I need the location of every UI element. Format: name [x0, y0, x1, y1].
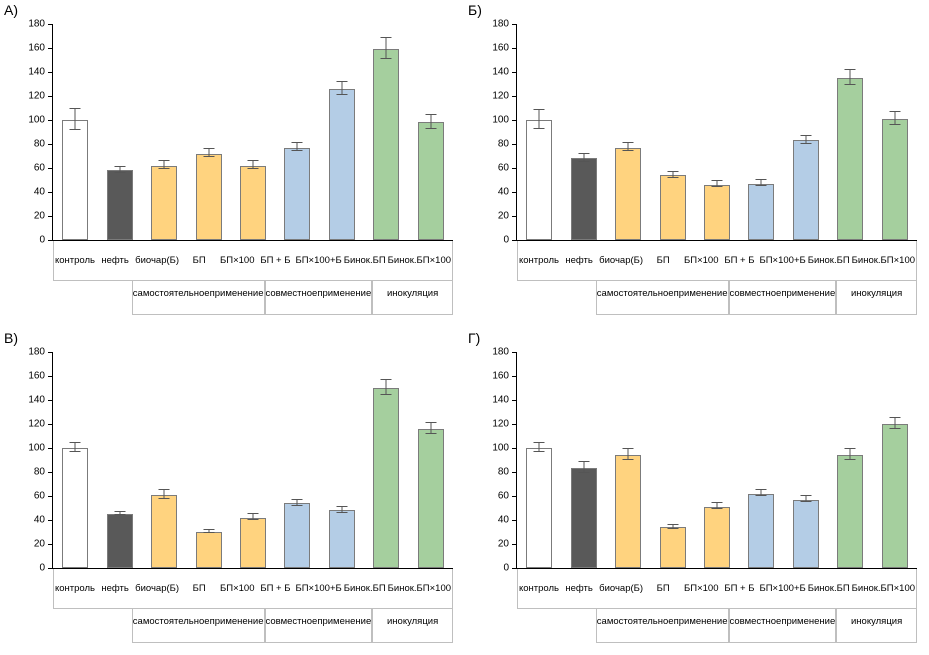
y-tick-label: 80: [497, 466, 509, 478]
bar-slot: [561, 352, 605, 568]
error-bar: [583, 153, 584, 163]
error-bar: [539, 442, 540, 452]
y-tick-label: 120: [28, 90, 45, 102]
error-bar: [252, 160, 253, 170]
error-bar: [119, 166, 120, 173]
bar: [793, 140, 819, 240]
y-tick-label: 180: [492, 346, 509, 358]
y-tick-label: 100: [28, 114, 45, 126]
error-bar: [672, 171, 673, 178]
panel-label: Б): [468, 2, 482, 18]
bar-slot: [517, 352, 561, 568]
y-axis-ticks: [18, 346, 48, 582]
bar-slot: [364, 24, 408, 240]
category-label: БП + Б: [724, 583, 755, 594]
category-label: нефть: [565, 255, 593, 266]
bar: [329, 89, 355, 240]
bar-slot: [739, 24, 783, 240]
error-bar: [761, 179, 762, 186]
y-tick-label: 80: [33, 466, 45, 478]
category-label: Бинок. БП: [807, 255, 850, 266]
bar: [62, 120, 88, 240]
bar-slot: [320, 352, 364, 568]
error-bar: [805, 135, 806, 145]
bar-series: [517, 24, 917, 240]
y-tick-label: 160: [28, 370, 45, 382]
chart-panel-1: [0, 0, 464, 327]
category-label: нефть: [101, 255, 129, 266]
category-label: биочар (Б): [599, 255, 644, 266]
group-label: инокуляция: [836, 609, 917, 643]
bar-slot: [650, 352, 694, 568]
category-label: БП + Б: [260, 583, 291, 594]
bar: [526, 448, 552, 568]
y-tick-label: 140: [492, 66, 509, 78]
category-label: биочар (Б): [135, 255, 180, 266]
axis-area: [18, 18, 454, 299]
y-tick-label: 60: [497, 162, 509, 174]
bar: [837, 455, 863, 568]
y-tick-label: 180: [492, 18, 509, 30]
y-tick-label: 100: [492, 114, 509, 126]
bar-slot: [695, 24, 739, 240]
category-label: БП×100: [220, 583, 255, 594]
bar-slot: [320, 24, 364, 240]
group-label: инокуляция: [372, 281, 453, 315]
y-tick-label: 120: [492, 90, 509, 102]
axis-area: [482, 346, 918, 627]
y-tick-label: 100: [492, 442, 509, 454]
bar-slot: [53, 24, 97, 240]
bar: [660, 175, 686, 240]
y-tick-label: 160: [492, 370, 509, 382]
y-tick-label: 20: [497, 538, 509, 550]
bar-slot: [873, 24, 917, 240]
category-label: Бинок. БП×100: [387, 583, 452, 594]
category-label: БП + Б: [724, 255, 755, 266]
category-label: Бинок. БП×100: [851, 583, 916, 594]
category-label: Бинок. БП: [807, 583, 850, 594]
bar-slot: [606, 24, 650, 240]
error-bar: [208, 148, 209, 158]
bar-slot: [409, 352, 453, 568]
bar-slot: [186, 24, 230, 240]
y-tick-label: 0: [503, 234, 509, 246]
axis-area: [482, 18, 918, 299]
group-labels: [53, 281, 453, 315]
bar: [882, 119, 908, 240]
error-bar: [386, 379, 387, 396]
plot-area: [517, 24, 917, 240]
y-tick-label: 100: [28, 442, 45, 454]
group-label: самостоятельное применение: [132, 609, 265, 643]
bar-series: [53, 352, 453, 568]
bar: [526, 120, 552, 240]
bar: [660, 527, 686, 568]
y-tick-label: 20: [497, 210, 509, 222]
error-bar: [297, 142, 298, 152]
error-bar: [164, 489, 165, 499]
error-bar: [430, 422, 431, 434]
category-label: Бинок. БП: [343, 255, 386, 266]
bar-slot: [561, 24, 605, 240]
error-bar: [850, 69, 851, 86]
category-label: биочар (Б): [599, 583, 644, 594]
bar: [284, 503, 310, 568]
y-tick-label: 160: [492, 42, 509, 54]
panel-label: Г): [468, 330, 481, 346]
y-tick-label: 20: [33, 210, 45, 222]
error-bar: [539, 109, 540, 128]
bar: [373, 49, 399, 240]
error-bar: [894, 111, 895, 125]
bar-slot: [231, 24, 275, 240]
category-label: БП×100 +Б: [759, 255, 806, 266]
category-label: БП: [192, 255, 206, 266]
y-tick-label: 40: [497, 186, 509, 198]
bar-slot: [142, 352, 186, 568]
category-labels: [517, 241, 917, 281]
y-tick-label: 40: [497, 514, 509, 526]
error-bar: [341, 81, 342, 95]
group-label: инокуляция: [836, 281, 917, 315]
error-bar: [75, 442, 76, 452]
error-bar: [761, 489, 762, 496]
axis-area: [18, 346, 454, 627]
category-label: Бинок. БП: [343, 583, 386, 594]
error-bar: [850, 448, 851, 460]
group-label: самостоятельное применение: [132, 281, 265, 315]
category-label: нефть: [101, 583, 129, 594]
category-label: нефть: [565, 583, 593, 594]
error-bar: [583, 461, 584, 473]
bar-slot: [97, 24, 141, 240]
plot-wrapper: [464, 348, 928, 648]
y-tick-label: 160: [28, 42, 45, 54]
bar-slot: [606, 352, 650, 568]
y-tick-label: 140: [28, 394, 45, 406]
category-label: контроль: [55, 255, 95, 266]
bar: [837, 78, 863, 240]
bar-slot: [142, 24, 186, 240]
category-label: биочар (Б): [135, 583, 180, 594]
bar-slot: [275, 352, 319, 568]
error-bar: [628, 448, 629, 460]
plot-area: [517, 352, 917, 568]
bar: [882, 424, 908, 568]
bar: [571, 158, 597, 240]
bar: [704, 507, 730, 568]
bar-slot: [828, 352, 872, 568]
bar-slot: [695, 352, 739, 568]
y-tick-label: 140: [492, 394, 509, 406]
category-label: Бинок. БП×100: [387, 255, 452, 266]
bar: [196, 532, 222, 568]
y-axis-ticks: [18, 18, 48, 254]
error-bar: [716, 502, 717, 509]
y-tick-label: 60: [497, 490, 509, 502]
y-tick-label: 180: [28, 346, 45, 358]
bar-slot: [53, 352, 97, 568]
bar-slot: [784, 352, 828, 568]
bar-slot: [650, 24, 694, 240]
group-label: инокуляция: [372, 609, 453, 643]
category-label: БП: [656, 255, 670, 266]
y-tick-label: 20: [33, 538, 45, 550]
panel-label: А): [4, 2, 18, 18]
bar: [571, 468, 597, 568]
bar: [107, 170, 133, 240]
group-label: совместное применение: [265, 281, 373, 315]
error-bar: [805, 495, 806, 502]
bar: [418, 429, 444, 568]
y-tick-label: 60: [33, 162, 45, 174]
y-tick-label: 40: [33, 514, 45, 526]
y-tick-label: 120: [492, 418, 509, 430]
error-bar: [894, 417, 895, 429]
bar-slot: [873, 352, 917, 568]
chart-panel-3: [0, 328, 464, 655]
category-label: БП×100: [220, 255, 255, 266]
category-label: БП×100 +Б: [295, 583, 342, 594]
y-tick-label: 80: [33, 138, 45, 150]
bar-slot: [275, 24, 319, 240]
bar: [62, 448, 88, 568]
bar: [240, 166, 266, 240]
bar-slot: [364, 352, 408, 568]
plot-area: [53, 352, 453, 568]
plot-wrapper: [0, 20, 464, 320]
group-label: самостоятельное применение: [596, 609, 729, 643]
y-tick-label: 140: [28, 66, 45, 78]
group-label: совместное применение: [729, 281, 837, 315]
bar: [107, 514, 133, 568]
bar: [329, 510, 355, 568]
y-tick-label: 0: [39, 234, 45, 246]
error-bar: [716, 180, 717, 187]
error-bar: [164, 160, 165, 170]
plot-area: [53, 24, 453, 240]
bar-slot: [517, 24, 561, 240]
category-label: контроль: [55, 583, 95, 594]
bar: [151, 166, 177, 240]
error-bar: [297, 499, 298, 506]
y-tick-label: 60: [33, 490, 45, 502]
group-labels: [517, 281, 917, 315]
category-label: БП: [656, 583, 670, 594]
bar-series: [517, 352, 917, 568]
error-bar: [208, 529, 209, 534]
category-label: БП×100: [684, 583, 719, 594]
error-bar: [628, 142, 629, 152]
bar: [748, 184, 774, 240]
bar: [704, 185, 730, 240]
group-label: [517, 609, 596, 643]
group-label: [517, 281, 596, 315]
category-label: контроль: [519, 255, 559, 266]
category-labels: [53, 241, 453, 281]
bar-slot: [409, 24, 453, 240]
panel-label: В): [4, 330, 18, 346]
category-labels: [53, 569, 453, 609]
group-label: совместное применение: [265, 609, 373, 643]
bar-slot: [739, 352, 783, 568]
bar: [151, 495, 177, 568]
y-tick-label: 120: [28, 418, 45, 430]
category-label: Бинок. БП×100: [851, 255, 916, 266]
bar: [284, 148, 310, 240]
category-labels: [517, 569, 917, 609]
error-bar: [386, 37, 387, 59]
chart-panel-2: [464, 0, 928, 327]
error-bar: [119, 511, 120, 516]
group-label: [53, 281, 132, 315]
y-axis-ticks: [482, 18, 512, 254]
category-label: контроль: [519, 583, 559, 594]
category-label: БП: [192, 583, 206, 594]
bar: [615, 148, 641, 240]
category-label: БП×100: [684, 255, 719, 266]
bar: [196, 154, 222, 240]
category-label: БП×100 +Б: [759, 583, 806, 594]
y-tick-label: 180: [28, 18, 45, 30]
bar: [793, 500, 819, 568]
group-labels: [53, 609, 453, 643]
category-label: БП×100 +Б: [295, 255, 342, 266]
y-axis-ticks: [482, 346, 512, 582]
bar-slot: [828, 24, 872, 240]
bar: [615, 455, 641, 568]
y-tick-label: 0: [39, 562, 45, 574]
bar: [748, 494, 774, 568]
plot-wrapper: [0, 348, 464, 648]
bar: [373, 388, 399, 568]
error-bar: [341, 506, 342, 513]
y-tick-label: 80: [497, 138, 509, 150]
group-label: самостоятельное применение: [596, 281, 729, 315]
group-label: совместное применение: [729, 609, 837, 643]
plot-wrapper: [464, 20, 928, 320]
error-bar: [75, 108, 76, 130]
chart-panel-4: [464, 328, 928, 655]
bar: [418, 122, 444, 240]
error-bar: [430, 114, 431, 128]
bar-slot: [186, 352, 230, 568]
bar-slot: [784, 24, 828, 240]
bar: [240, 518, 266, 568]
category-label: БП + Б: [260, 255, 291, 266]
y-tick-label: 40: [33, 186, 45, 198]
group-labels: [517, 609, 917, 643]
error-bar: [672, 524, 673, 529]
bar-series: [53, 24, 453, 240]
bar-slot: [231, 352, 275, 568]
y-tick-label: 0: [503, 562, 509, 574]
bar-slot: [97, 352, 141, 568]
group-label: [53, 609, 132, 643]
error-bar: [252, 513, 253, 520]
